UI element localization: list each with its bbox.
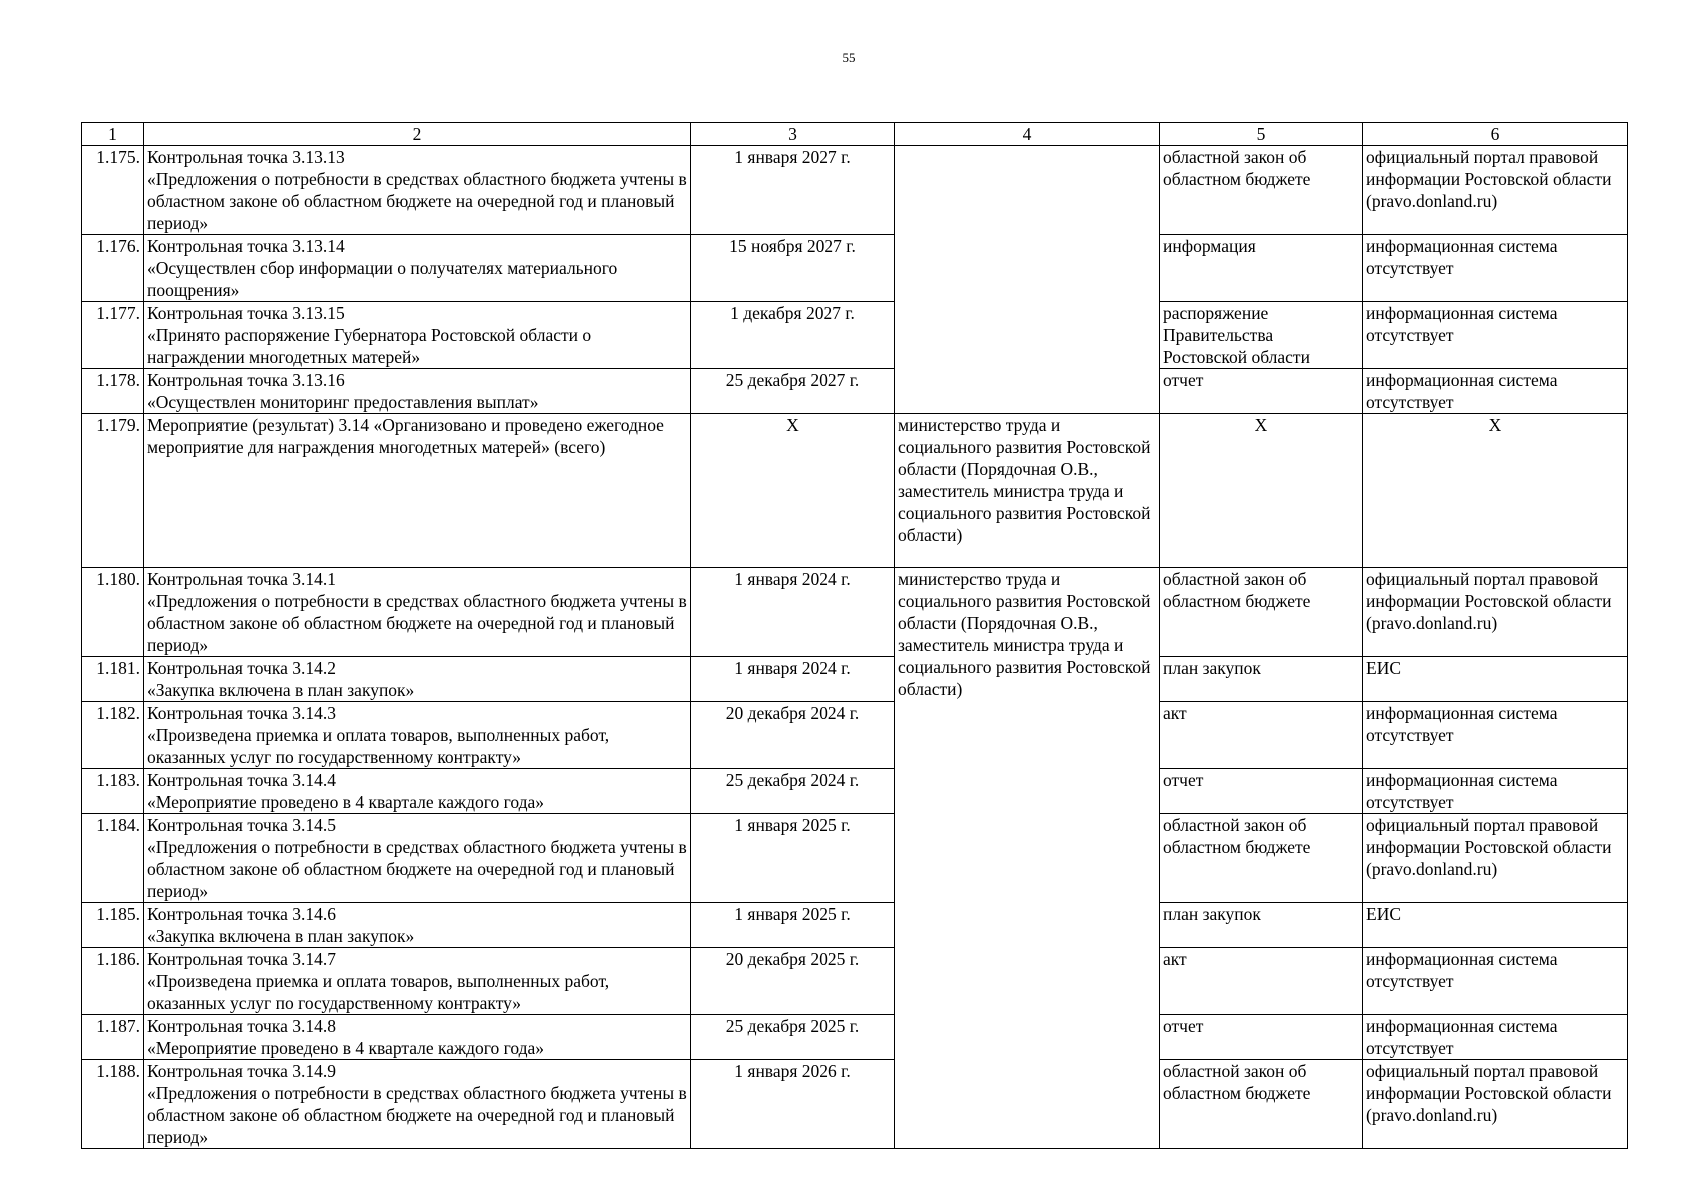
row-number: 1.176. xyxy=(82,235,144,302)
row-number: 1.185. xyxy=(82,903,144,948)
row-date: Х xyxy=(691,414,895,568)
column-header-2: 2 xyxy=(144,123,691,146)
row-responsible-empty xyxy=(895,146,1160,414)
row-info-system: официальный портал правовой информации Ростовской области (pravo.donland.ru) xyxy=(1363,1060,1628,1149)
row-document: акт xyxy=(1160,702,1363,769)
row-document: акт xyxy=(1160,948,1363,1015)
control-point-text: «Предложения о потребности в средствах областного бюджета учтены в областном законе об областном бюджете на очередной год и плановый период» xyxy=(147,591,687,655)
row-number: 1.175. xyxy=(82,146,144,235)
table-row xyxy=(82,568,1628,657)
control-point-text: «Произведена приемка и оплата товаров, выполненных работ, оказанных услуг по государственному контракту» xyxy=(147,725,610,767)
row-info-system: официальный портал правовой информации Ростовской области (pravo.donland.ru) xyxy=(1363,146,1628,235)
column-header-6: 6 xyxy=(1363,123,1628,146)
row-number: 1.184. xyxy=(82,814,144,903)
row-info-system: официальный портал правовой информации Ростовской области (pravo.donland.ru) xyxy=(1363,814,1628,903)
row-date: 15 ноября 2027 г. xyxy=(691,235,895,302)
row-info-system: информационная система отсутствует xyxy=(1363,769,1628,814)
row-description xyxy=(144,903,691,948)
row-date: 1 января 2027 г. xyxy=(691,146,895,235)
row-description xyxy=(144,1015,691,1060)
row-date: 20 декабря 2025 г. xyxy=(691,948,895,1015)
row-info-system: информационная система отсутствует xyxy=(1363,948,1628,1015)
row-description xyxy=(144,948,691,1015)
row-date: 20 декабря 2024 г. xyxy=(691,702,895,769)
row-description xyxy=(144,302,691,369)
row-description xyxy=(144,657,691,702)
control-point-text: «Произведена приемка и оплата товаров, выполненных работ, оказанных услуг по государственному контракту» xyxy=(147,971,610,1013)
row-date: 25 декабря 2024 г. xyxy=(691,769,895,814)
table-row xyxy=(82,948,1628,1015)
control-point-text: «Осуществлен мониторинг предоставления выплат» xyxy=(147,392,539,412)
table-row xyxy=(82,903,1628,948)
row-date: 1 января 2024 г. xyxy=(691,568,895,657)
row-number: 1.178. xyxy=(82,369,144,414)
column-header-4: 4 xyxy=(895,123,1160,146)
column-header-3: 3 xyxy=(691,123,895,146)
column-number-row xyxy=(82,123,1628,146)
row-description xyxy=(144,369,691,414)
control-point-text: «Мероприятие проведено в 4 квартале каждого года» xyxy=(147,1038,545,1058)
row-description xyxy=(144,146,691,235)
row-info-system: ЕИС xyxy=(1363,903,1628,948)
row-document: областной закон об областном бюджете xyxy=(1160,568,1363,657)
row-number: 1.186. xyxy=(82,948,144,1015)
row-number: 1.183. xyxy=(82,769,144,814)
table-row xyxy=(82,1060,1628,1149)
control-point-text: «Осуществлен сбор информации о получателях материального поощрения» xyxy=(147,258,618,300)
table-row xyxy=(82,414,1628,568)
page-number: 55 xyxy=(842,50,856,65)
control-point-text: «Закупка включена в план закупок» xyxy=(147,680,415,700)
row-info-system: ЕИС xyxy=(1363,657,1628,702)
row-info-system: информационная система отсутствует xyxy=(1363,302,1628,369)
control-point-title: Контрольная точка 3.13.14 xyxy=(147,236,345,256)
row-document: областной закон об областном бюджете xyxy=(1160,1060,1363,1149)
row-info-system: информационная система отсутствует xyxy=(1363,1015,1628,1060)
row-info-system: Х xyxy=(1363,414,1628,568)
table-row xyxy=(82,702,1628,769)
table-row xyxy=(82,814,1628,903)
row-description xyxy=(144,769,691,814)
row-number: 1.179. xyxy=(82,414,144,568)
row-number: 1.182. xyxy=(82,702,144,769)
row-info-system: официальный портал правовой информации Ростовской области (pravo.donland.ru) xyxy=(1363,568,1628,657)
control-point-text: «Закупка включена в план закупок» xyxy=(147,926,415,946)
control-point-text: «Предложения о потребности в средствах областного бюджета учтены в областном законе об областном бюджете на очередной год и плановый период» xyxy=(147,837,687,901)
control-point-title: Контрольная точка 3.13.16 xyxy=(147,370,345,390)
row-document: отчет xyxy=(1160,1015,1363,1060)
table-row xyxy=(82,769,1628,814)
table-row xyxy=(82,302,1628,369)
row-date: 1 декабря 2027 г. xyxy=(691,302,895,369)
table-row xyxy=(82,146,1628,235)
row-date: 1 января 2026 г. xyxy=(691,1060,895,1149)
row-info-system: информационная система отсутствует xyxy=(1363,702,1628,769)
row-document: информация xyxy=(1160,235,1363,302)
row-description xyxy=(144,814,691,903)
control-point-text: «Принято распоряжение Губернатора Ростовской области о награждении многодетных матерей» xyxy=(147,325,592,367)
row-description xyxy=(144,568,691,657)
control-point-title: Контрольная точка 3.14.7 xyxy=(147,949,336,969)
row-number: 1.187. xyxy=(82,1015,144,1060)
control-point-title: Контрольная точка 3.14.8 xyxy=(147,1016,336,1036)
column-header-5: 5 xyxy=(1160,123,1363,146)
control-point-title: Контрольная точка 3.14.6 xyxy=(147,904,336,924)
row-document: план закупок xyxy=(1160,903,1363,948)
control-point-text: «Мероприятие проведено в 4 квартале каждого года» xyxy=(147,792,545,812)
row-responsible: министерство труда и социального развития Ростовской области (Порядочная О.В., заместитель министра труда и социального развития Ростовской области) xyxy=(895,568,1160,1149)
table-row xyxy=(82,235,1628,302)
table-row xyxy=(82,1015,1628,1060)
row-description: Мероприятие (результат) 3.14 «Организовано и проведено ежегодное мероприятие для награждения многодетных матерей» (всего) xyxy=(144,414,691,568)
control-points-table xyxy=(81,122,1628,1149)
table-row xyxy=(82,369,1628,414)
row-description xyxy=(144,235,691,302)
row-description xyxy=(144,702,691,769)
row-info-system: информационная система отсутствует xyxy=(1363,235,1628,302)
row-document: областной закон об областном бюджете xyxy=(1160,814,1363,903)
row-date: 25 декабря 2027 г. xyxy=(691,369,895,414)
row-document: областной закон об областном бюджете xyxy=(1160,146,1363,235)
control-point-title: Контрольная точка 3.14.3 xyxy=(147,703,336,723)
row-date: 1 января 2025 г. xyxy=(691,903,895,948)
control-point-title: Контрольная точка 3.13.15 xyxy=(147,303,345,323)
row-document: план закупок xyxy=(1160,657,1363,702)
control-point-text: «Предложения о потребности в средствах областного бюджета учтены в областном законе об областном бюджете на очередной год и плановый период» xyxy=(147,1083,687,1147)
control-point-text: «Предложения о потребности в средствах областного бюджета учтены в областном законе об областном бюджете на очередной год и плановый период» xyxy=(147,169,687,233)
row-document: распоряжение Правительства Ростовской области xyxy=(1160,302,1363,369)
control-point-title: Контрольная точка 3.14.9 xyxy=(147,1061,336,1081)
control-point-title: Контрольная точка 3.14.2 xyxy=(147,658,336,678)
row-date: 25 декабря 2025 г. xyxy=(691,1015,895,1060)
control-point-title: Контрольная точка 3.14.5 xyxy=(147,815,336,835)
table-row xyxy=(82,657,1628,702)
column-header-1: 1 xyxy=(82,123,144,146)
row-document: Х xyxy=(1160,414,1363,568)
row-info-system: информационная система отсутствует xyxy=(1363,369,1628,414)
row-document: отчет xyxy=(1160,369,1363,414)
control-point-title: Контрольная точка 3.13.13 xyxy=(147,147,345,167)
control-point-title: Контрольная точка 3.14.4 xyxy=(147,770,336,790)
row-date: 1 января 2025 г. xyxy=(691,814,895,903)
row-document: отчет xyxy=(1160,769,1363,814)
row-description xyxy=(144,1060,691,1149)
row-number: 1.180. xyxy=(82,568,144,657)
row-date: 1 января 2024 г. xyxy=(691,657,895,702)
row-responsible: министерство труда и социального развития Ростовской области (Порядочная О.В., заместитель министра труда и социального развития Ростовской области) xyxy=(895,414,1160,568)
control-point-title: Контрольная точка 3.14.1 xyxy=(147,569,336,589)
row-number: 1.188. xyxy=(82,1060,144,1149)
row-number: 1.177. xyxy=(82,302,144,369)
row-number: 1.181. xyxy=(82,657,144,702)
